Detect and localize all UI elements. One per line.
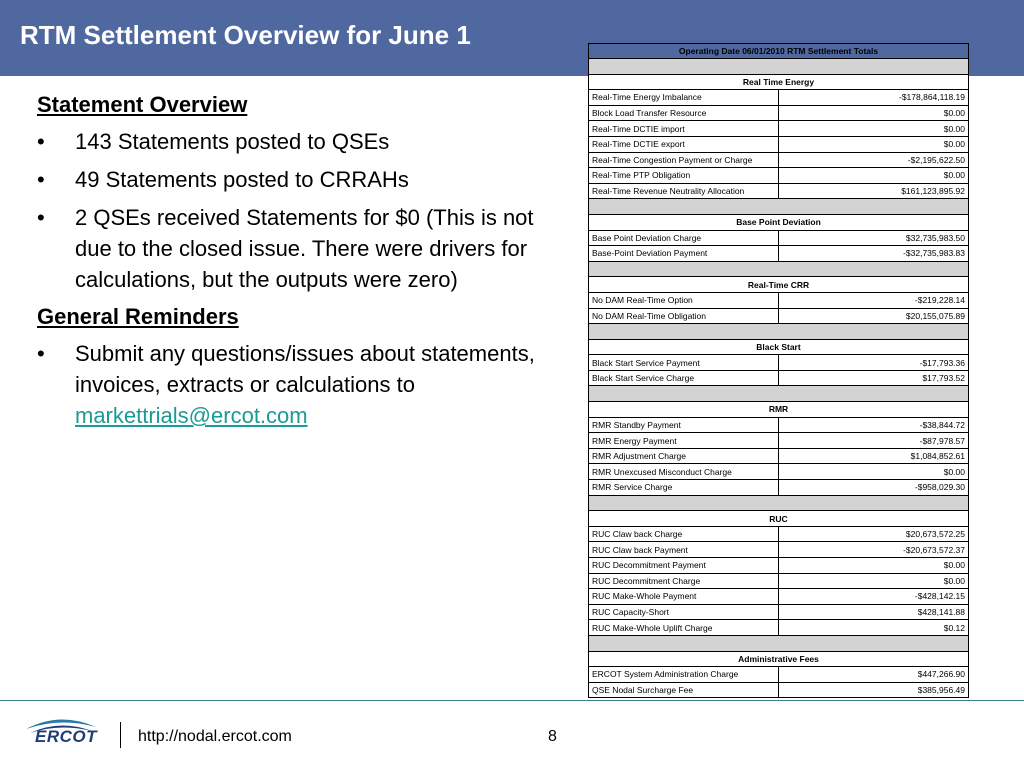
row-label: No DAM Real-Time Option (589, 292, 779, 308)
section-gap-row (589, 635, 969, 651)
row-label: No DAM Real-Time Obligation (589, 308, 779, 324)
table-row (589, 246, 969, 262)
table-row (589, 370, 969, 386)
gap-cell (589, 59, 969, 75)
row-label: Real-Time Energy Imbalance (589, 90, 779, 106)
row-label: Real-Time DCTIE import (589, 121, 779, 137)
row-label: RUC Claw back Charge (589, 526, 779, 542)
row-amount: $0.00 (779, 105, 969, 121)
section-header: Black Start (589, 339, 969, 355)
section-header: Administrative Fees (589, 651, 969, 667)
section-gap-row (589, 386, 969, 402)
left-content (37, 90, 557, 438)
table-row (589, 604, 969, 620)
row-amount: -$17,793.36 (779, 355, 969, 371)
row-amount: $385,956.49 (779, 682, 969, 698)
row-amount: $0.00 (779, 121, 969, 137)
gap-cell (589, 495, 969, 511)
row-amount: -$958,029.30 (779, 480, 969, 496)
table-row (589, 464, 969, 480)
table-row (589, 168, 969, 184)
table-row (589, 292, 969, 308)
row-amount: $161,123,895.92 (779, 183, 969, 199)
bullet-item (37, 126, 557, 157)
gap-cell (589, 635, 969, 651)
row-amount: $428,141.88 (779, 604, 969, 620)
row-label: Base-Point Deviation Payment (589, 246, 779, 262)
row-label: Real-Time Revenue Neutrality Allocation (589, 183, 779, 199)
section-header: RUC (589, 511, 969, 527)
settlement-totals-table (588, 43, 969, 698)
section-header-row (589, 277, 969, 293)
section-header-row (589, 339, 969, 355)
email-link[interactable]: markettrials@ercot.com (75, 403, 308, 428)
table-title-row (589, 44, 969, 59)
footer-rule (0, 700, 1024, 701)
row-amount: $0.00 (779, 136, 969, 152)
row-label: RUC Decommitment Payment (589, 558, 779, 574)
gap-cell (589, 261, 969, 277)
row-amount: $0.00 (779, 558, 969, 574)
row-amount: $17,793.52 (779, 370, 969, 386)
settlement-table-container (588, 43, 969, 698)
section-header-row (589, 651, 969, 667)
row-label: RMR Adjustment Charge (589, 448, 779, 464)
statement-overview-heading: Statement Overview (37, 92, 248, 117)
row-amount: -$219,228.14 (779, 292, 969, 308)
row-label: ERCOT System Administration Charge (589, 667, 779, 683)
footer-url[interactable]: http://nodal.ercot.com (138, 728, 292, 745)
table-row (589, 183, 969, 199)
row-amount: -$178,864,118.19 (779, 90, 969, 106)
bullet-dot: • (37, 129, 45, 154)
gap-cell (589, 324, 969, 340)
section-gap-row (589, 324, 969, 340)
table-row (589, 573, 969, 589)
row-label: RMR Standby Payment (589, 417, 779, 433)
row-amount: $1,084,852.61 (779, 448, 969, 464)
table-row (589, 589, 969, 605)
row-label: Base Point Deviation Charge (589, 230, 779, 246)
row-amount: -$38,844.72 (779, 417, 969, 433)
reminder-bullets (37, 338, 557, 431)
section-gap-row (589, 199, 969, 215)
bullet-text: 143 Statements posted to QSEs (75, 129, 390, 154)
section-header: Real Time Energy (589, 74, 969, 90)
bullet-item (37, 338, 557, 431)
row-amount: -$20,673,572.37 (779, 542, 969, 558)
table-title: Operating Date 06/01/2010 RTM Settlement Totals (589, 44, 969, 59)
footer-divider (120, 722, 121, 748)
general-reminders-heading: General Reminders (37, 304, 239, 329)
table-row (589, 480, 969, 496)
section-header-row (589, 74, 969, 90)
gap-cell (589, 386, 969, 402)
table-row (589, 526, 969, 542)
row-amount: $0.00 (779, 573, 969, 589)
section-gap-row (589, 261, 969, 277)
table-row (589, 90, 969, 106)
row-label: QSE Nodal Surcharge Fee (589, 682, 779, 698)
row-label: RMR Service Charge (589, 480, 779, 496)
section-gap-row (589, 495, 969, 511)
row-label: RMR Energy Payment (589, 433, 779, 449)
statement-bullets (37, 126, 557, 295)
table-row (589, 152, 969, 168)
ercot-logo-text: ERCOT (35, 727, 97, 746)
bullet-dot: • (37, 341, 45, 366)
bullet-text: 2 QSEs received Statements for $0 (This is not due to the closed issue. There were drivers for calculations, but the outputs were zero) (75, 205, 534, 292)
table-row (589, 448, 969, 464)
bullet-dot: • (37, 205, 45, 230)
bullet-item (37, 202, 557, 295)
section-header: Real-Time CRR (589, 277, 969, 293)
row-label: RUC Make-Whole Payment (589, 589, 779, 605)
page-number: 8 (548, 728, 557, 745)
bullet-item (37, 164, 557, 195)
table-row (589, 417, 969, 433)
row-amount: $0.00 (779, 464, 969, 480)
row-label: Black Start Service Charge (589, 370, 779, 386)
gap-cell (589, 199, 969, 215)
section-header: RMR (589, 402, 969, 418)
section-gap-row (589, 59, 969, 75)
row-label: RUC Decommitment Charge (589, 573, 779, 589)
row-amount: -$87,978.57 (779, 433, 969, 449)
section-header: Base Point Deviation (589, 214, 969, 230)
row-label: Real-Time Congestion Payment or Charge (589, 152, 779, 168)
row-amount: $0.00 (779, 168, 969, 184)
slide-title: RTM Settlement Overview for June 1 (20, 20, 471, 50)
row-label: Black Start Service Payment (589, 355, 779, 371)
section-header-row (589, 511, 969, 527)
table-row (589, 136, 969, 152)
row-amount: $447,266.90 (779, 667, 969, 683)
row-label: RMR Unexcused Misconduct Charge (589, 464, 779, 480)
table-row (589, 620, 969, 636)
row-label: Real-Time DCTIE export (589, 136, 779, 152)
row-amount: $20,155,075.89 (779, 308, 969, 324)
bullet-text: 49 Statements posted to CRRAHs (75, 167, 409, 192)
row-amount: -$32,735,983.83 (779, 246, 969, 262)
row-label: RUC Claw back Payment (589, 542, 779, 558)
row-amount: -$428,142.15 (779, 589, 969, 605)
row-label: Block Load Transfer Resource (589, 105, 779, 121)
table-row (589, 105, 969, 121)
row-amount: $20,673,572.25 (779, 526, 969, 542)
row-amount: $32,735,983.50 (779, 230, 969, 246)
table-row (589, 558, 969, 574)
table-row (589, 682, 969, 698)
table-row (589, 542, 969, 558)
row-amount: -$2,195,622.50 (779, 152, 969, 168)
row-label: RUC Make-Whole Uplift Charge (589, 620, 779, 636)
bullet-dot: • (37, 167, 45, 192)
table-row (589, 433, 969, 449)
row-label: Real-Time PTP Obligation (589, 168, 779, 184)
table-row (589, 308, 969, 324)
table-row (589, 121, 969, 137)
table-row (589, 230, 969, 246)
row-amount: $0.12 (779, 620, 969, 636)
table-row (589, 355, 969, 371)
table-row (589, 667, 969, 683)
section-header-row (589, 214, 969, 230)
section-header-row (589, 402, 969, 418)
row-label: RUC Capacity-Short (589, 604, 779, 620)
bullet-text: Submit any questions/issues about statements, invoices, extracts or calculations to (75, 341, 535, 397)
